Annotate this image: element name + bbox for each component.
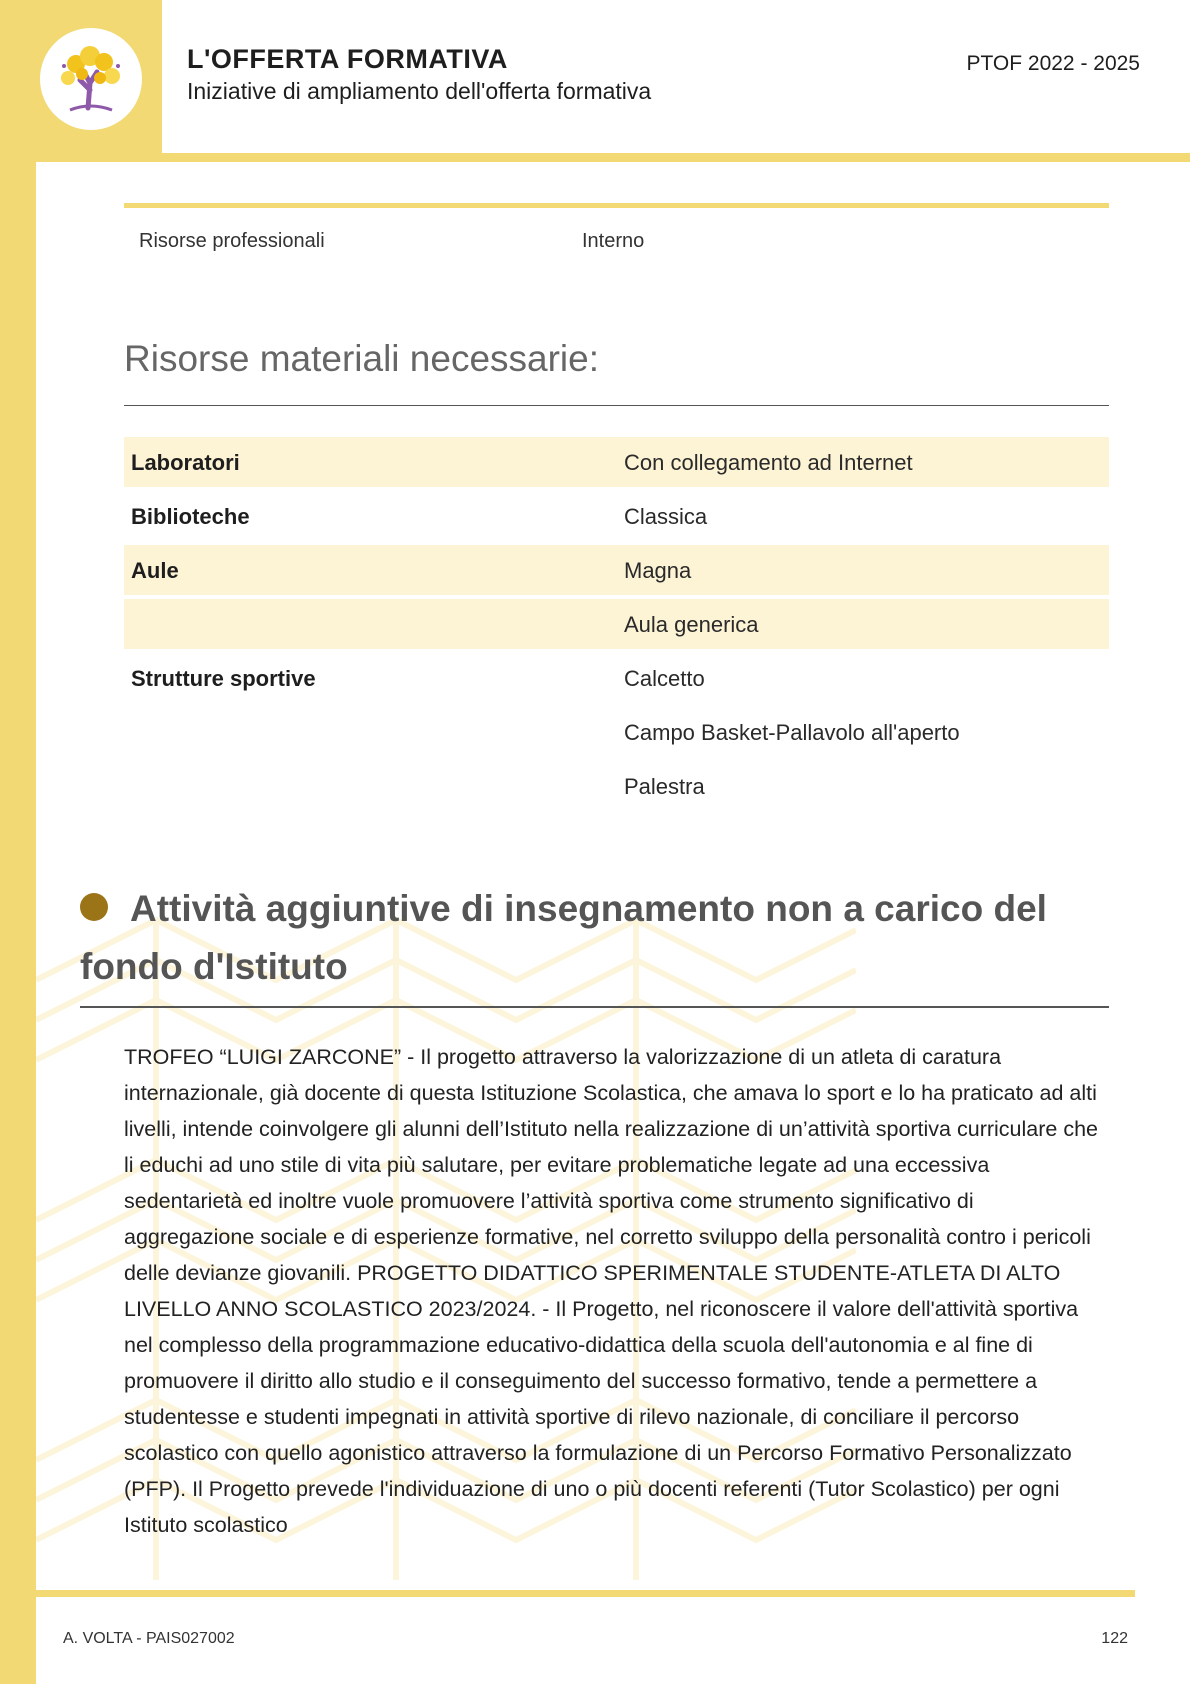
professional-resources-label: Risorse professionali xyxy=(139,230,325,252)
side-accent-strip xyxy=(0,0,36,1684)
material-resources-table xyxy=(124,437,1109,815)
page-subtitle: Iniziative di ampliamento dell'offerta formativa xyxy=(187,78,652,104)
row-key: Strutture sportive xyxy=(131,666,316,691)
table-row xyxy=(124,545,1109,595)
table-row xyxy=(124,437,1109,487)
table-row xyxy=(124,707,1109,757)
row-key: Biblioteche xyxy=(131,504,250,529)
row-value: Classica xyxy=(624,504,708,529)
row-value: Palestra xyxy=(624,774,705,799)
row-value: Calcetto xyxy=(624,666,705,691)
professional-resources-value: Interno xyxy=(582,230,645,252)
ptof-edition: PTOF 2022 - 2025 xyxy=(966,52,1140,75)
table-row xyxy=(124,761,1109,811)
row-value: Con collegamento ad Internet xyxy=(624,450,913,475)
professional-resources-row xyxy=(124,226,1109,258)
row-value: Campo Basket-Pallavolo all'aperto xyxy=(624,720,960,745)
activity-description: TROFEO “LUIGI ZARCONE” - Il progetto attraverso la valorizzazione di un atleta di caratura internazionale, già docente di questa Istituzione Scolastica, che amava lo sport e lo ha praticato ad alti livelli, intende coinvolgere gli alunni dell’Istituto nella realizzazione di un’attività sportiva curriculare che li educhi ad uno stile di vita più salutare, per evitare problematiche legate ad una eccessiva sedentarietà ed inoltre vuole promuovere l’attività sportiva come strumento significativo di aggregazione sociale e di esperienze formative, nel corretto sviluppo della personalità contro i pericoli delle devianze giovanili. PROGETTO DIDATTICO SPERIMENTALE STUDENTE-ATLETA DI ALTO LIVELLO ANNO SCOLASTICO 2023/2024. - Il Progetto, nel riconoscere il valore dell'attività sportiva nel complesso della programmazione educativo-didattica della scuola dell'autonomia e al fine di promuovere il diritto allo studio e il conseguimento del successo formativo, tende a permettere a studentesse e studenti impegnati in attività sportive di rilevo nazionale, di conciliare il percorso scolastico con quello agonistico attraverso la formulazione di un Percorso Formativo Personalizzato (PFP). Il Progetto prevede l'individuazione di uno o più docenti referenti (Tutor Scolastico) per ogni Istituto scolastico xyxy=(124,1045,1098,1537)
table-row xyxy=(124,491,1109,541)
table-row xyxy=(124,599,1109,649)
page-title: L'OFFERTA FORMATIVA xyxy=(187,44,508,74)
row-value: Magna xyxy=(624,558,692,583)
material-resources-heading: Risorse materiali necessarie: xyxy=(124,338,600,379)
footer-school-code: A. VOLTA - PAIS027002 xyxy=(63,1630,235,1647)
row-key: Aule xyxy=(131,558,179,583)
header-divider xyxy=(36,153,1190,162)
row-key: Laboratori xyxy=(131,450,240,475)
activity-section-heading: Attività aggiuntive di insegnamento non a carico del fondo d'Istituto xyxy=(80,888,1047,987)
material-resources-divider xyxy=(124,405,1109,406)
footer-divider xyxy=(36,1590,1135,1597)
page-number: 122 xyxy=(1101,1630,1128,1647)
activity-section-divider xyxy=(80,1006,1109,1008)
row-value: Aula generica xyxy=(624,612,759,637)
table-row xyxy=(124,653,1109,703)
tree-logo-icon xyxy=(40,28,142,130)
table-top-divider xyxy=(124,203,1109,208)
